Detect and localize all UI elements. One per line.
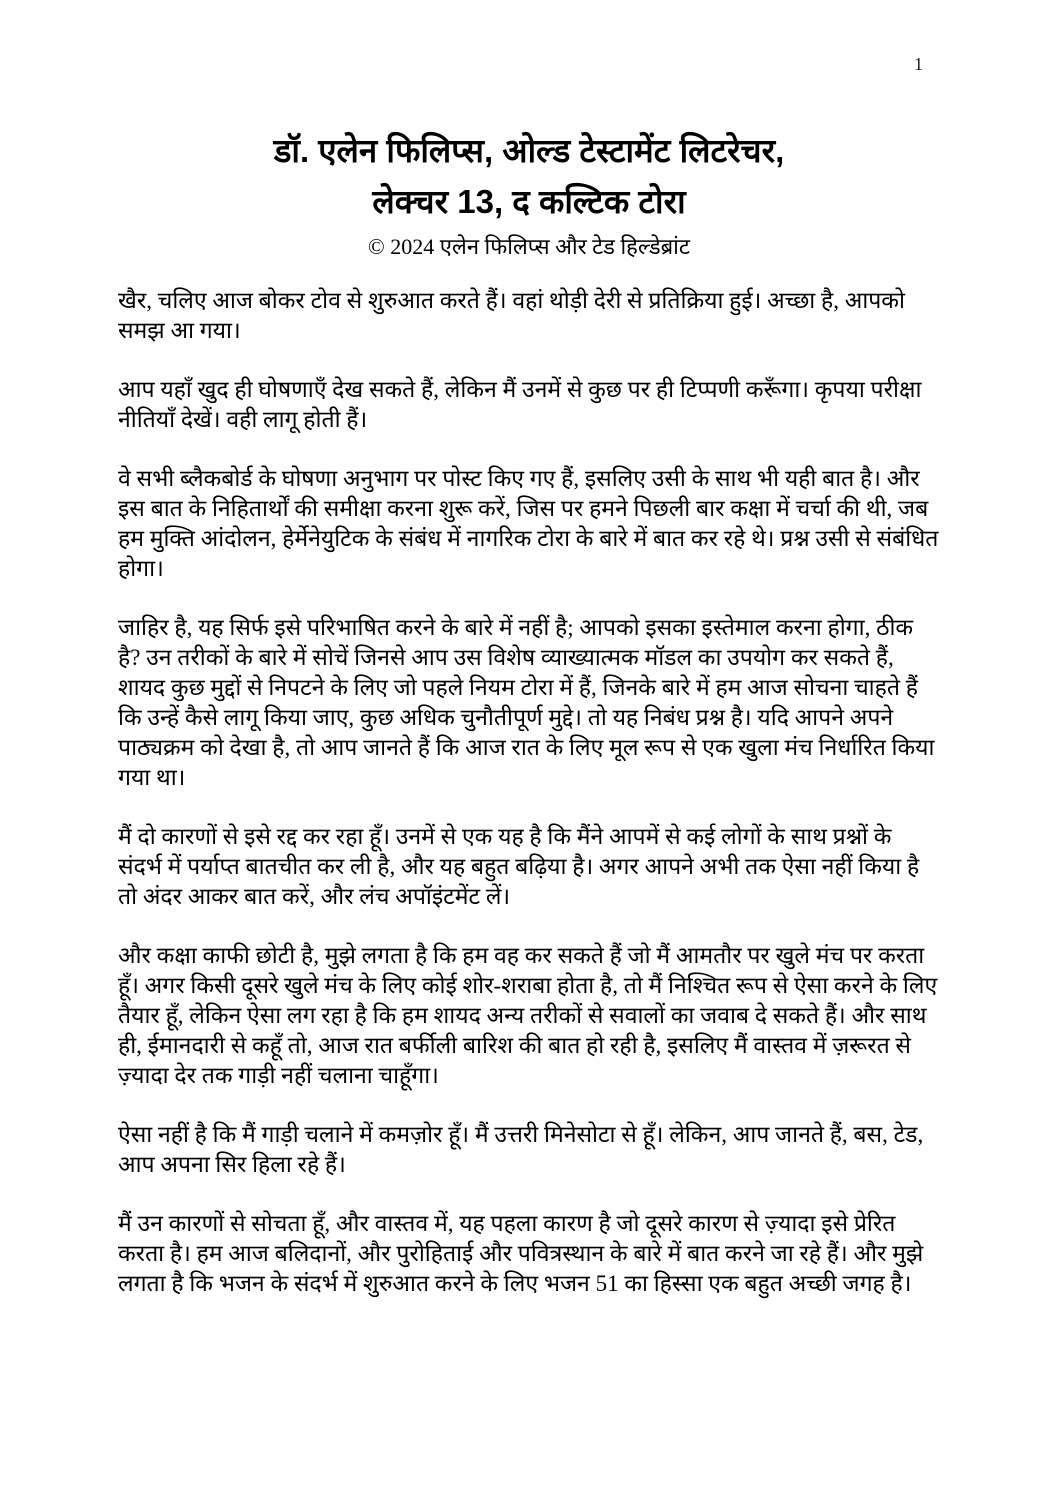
paragraph: खैर, चलिए आज बोकर टोव से शुरुआत करते हैं। वहां थोड़ी देरी से प्रतिक्रिया हुई। अच्छा है, आपको समझ आ गया। bbox=[118, 287, 905, 343]
copyright-line: © 2024 एलेन फिलिप्स और टेड हिल्डेब्रांट bbox=[368, 234, 690, 260]
page-number: 1 bbox=[914, 54, 923, 74]
paragraph: आप यहाँ खुद ही घोषणाएँ देख सकते हैं, लेकिन मैं उनमें से कुछ पर ही टिप्पणी करूँगा। कृपया परीक्षा नीतियाँ देखें। वही लागू होती हैं। bbox=[118, 376, 922, 432]
paragraph: और कक्षा काफी छोटी है, मुझे लगता है कि हम वह कर सकते हैं जो मैं आमतौर पर खुले मंच पर करता हूँ। अगर किसी दूसरे खुले मंच के लिए कोई शोर-शराबा होता है, तो मैं निश्चित रूप से ऐसा करने के लिए तैयार हूँ, लेकिन ऐसा लग रहा है कि हम शायद अन्य तरीकों से सवालों का जवाब दे सकते हैं। और साथ ही, ईमानदारी से कहूँ तो, आज रात बर्फीली बारिश की बात हो रही है, इसलिए मैं वास्तव में ज़रूरत से ज़्यादा देर तक गाड़ी नहीं चलाना चाहूँगा। bbox=[118, 942, 938, 1088]
paragraph: वे सभी ब्लैकबोर्ड के घोषणा अनुभाग पर पोस्ट किए गए हैं, इसलिए उसी के साथ भी यही बात है। और इस बात के निहितार्थों की समीक्षा करना शुरू करें, जिस पर हमने पिछली बार कक्षा में चर्चा की थी, जब हम मुक्ति आंदोलन, हेर्मेनेयुटिक के संबंध में नागरिक टोरा के बारे में बात कर रहे थे। प्रश्न उसी से संबंधित होगा। bbox=[118, 465, 939, 581]
paragraph: ऐसा नहीं है कि मैं गाड़ी चलाने में कमज़ोर हूँ। मैं उत्तरी मिनेसोटा से हूँ। लेकिन, आप जानते हैं, बस, टेड, आप अपना सिर हिला रहे हैं। bbox=[118, 1121, 924, 1177]
title-line-2: लेक्चर 13, द कल्टिक टोरा bbox=[372, 183, 686, 221]
document-title bbox=[60, 125, 998, 227]
paragraph: जाहिर है, यह सिर्फ इसे परिभाषित करने के बारे में नहीं है; आपको इसका इस्तेमाल करना होगा, ठीक है? उन तरीकों के बारे में सोचें जिनसे आप उस विशेष व्याख्यात्मक मॉडल का उपयोग कर सकते हैं, शायद कुछ मुद्दों से निपटने के लिए जो पहले नियम टोरा में हैं, जिनके बारे में हम आज सोचना चाहते हैं कि उन्हें कैसे लागू किया जाए, कुछ अधिक चुनौतीपूर्ण मुद्दे। तो यह निबंध प्रश्न है। यदि आपने अपने पाठ्यक्रम को देखा है, तो आप जानते हैं कि आज रात के लिए मूल रूप से एक खुला मंच निर्धारित किया गया था। bbox=[118, 614, 935, 790]
title-line-1: डॉ. एलेन फिलिप्स, ओल्ड टेस्टामेंट लिटरेचर, bbox=[273, 132, 785, 169]
document-body bbox=[118, 286, 940, 1299]
paragraph: मैं दो कारणों से इसे रद्द कर रहा हूँ। उनमें से एक यह है कि मैंने आपमें से कई लोगों के साथ प्रश्नों के संदर्भ में पर्याप्त बातचीत कर ली है, और यह बहुत बढ़िया है। अगर आपने अभी तक ऐसा नहीं किया है तो अंदर आकर बात करें, और लंच अपॉइंटमेंट लें। bbox=[118, 823, 920, 909]
paragraph: मैं उन कारणों से सोचता हूँ, और वास्तव में, यह पहला कारण है जो दूसरे कारण से ज़्यादा इसे प्रेरित करता है। हम आज बलिदानों, और पुरोहिताई और पवित्रस्थान के बारे में बात करने जा रहे हैं। और मुझे लगता है कि भजन के संदर्भ में शुरुआत करने के लिए भजन 51 का हिस्सा एक बहुत अच्छी जगह है। bbox=[118, 1210, 924, 1296]
